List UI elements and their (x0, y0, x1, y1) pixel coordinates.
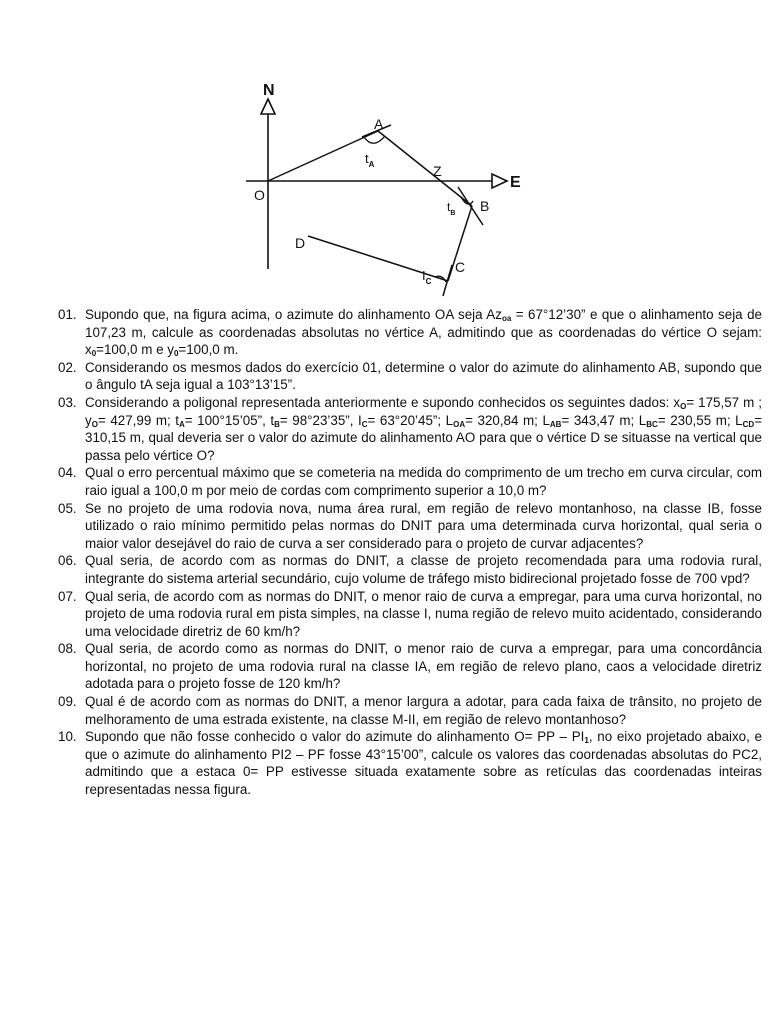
alignment-oa (268, 131, 378, 181)
question-text: Qual é de acordo com as normas do DNIT, a menor largura a adotar, para cada faixa de trânsito, no projeto de melhoramento de uma estrada existente, na classe M-II, em região de relevo montanhoso? (85, 694, 762, 727)
question-04 (58, 464, 762, 499)
question-text: Supondo que, na figura acima, o azimute do alinhamento OA seja $Az_{oa}$ = 67°12’30” e que o alinhamento seja de 107,23 m, calcule as coordenadas absolutas no vértice A, admitindo que as coordenadas do vértice O sejam: $x_0=100,0$ m e $y_0=100,0$ m. (85, 307, 762, 359)
question-07 (58, 588, 762, 641)
question-09 (58, 693, 762, 728)
question-number: 01. (58, 307, 77, 322)
angle-label-tb: $t_B$ (447, 200, 456, 217)
question-number: 04. (58, 465, 77, 481)
question-05 (58, 500, 762, 553)
north-arrow-icon (261, 99, 275, 114)
angle-arc-a (364, 136, 385, 143)
alignment-ab (378, 131, 472, 206)
question-text: Qual o erro percentual máximo que se cometeria na medida do comprimento de um trecho em curva circular, com raio igual a 100,0 m por meio de cordas com comprimento superior a 10,0 m? (85, 465, 762, 498)
question-number: 02. (58, 359, 77, 375)
question-text: Considerando os mesmos dados do exercício 01, determine o valor do azimute do alinhamento AB, supondo que o ângulo tA seja igual a 103°13’15”. (85, 359, 762, 393)
question-number: 07. (58, 588, 77, 604)
question-number: 09. (58, 694, 77, 710)
vertex-label-o: O (254, 187, 265, 203)
question-text: Considerando a poligonal representada anteriormente e supondo conhecidos os seguintes dados: $x_O= 175,57$ m ; $y_O= 427,99$ m; $t_A=$ 100°15’05”, $t_B=$ 98°23’35”, $I_C=$ 63°20’45”; $L_{OA}= 320,84$ m; $L_{AB}= 343,47$ m; $L_{BC}= 230,55$ m; $L_{CD}= 310,15$ m, qual deveria ser o valor do azimute do alinhamento AO para que o vértice D se situasse na vertical que passa pelo vértice O? (85, 394, 763, 463)
question-number: 08. (58, 641, 77, 657)
question-02 (58, 359, 762, 394)
east-label: E (510, 174, 521, 191)
question-text: Qual seria, de acordo com as normas do DNIT, a classe de projeto recomendada para uma rodovia rural, integrante do sistema arterial secundário, cujo volume de tráfego misto bidirecional projetado fosse de 700 vpd? (85, 553, 762, 586)
north-label: N (263, 82, 275, 99)
question-number: 05. (58, 500, 77, 516)
question-10 (58, 728, 762, 798)
question-number: 03. (58, 394, 77, 410)
question-06 (58, 552, 762, 587)
east-arrow-icon (492, 174, 507, 188)
question-text: Se no projeto de uma rodovia nova, numa área rural, em região de relevo montanhoso, na classe IB, fosse utilizado o raio mínimo permitido pelas normas do DNIT para uma determinada curva horizontal, qual seria o maior valor desejável do raio de curva a ser considerado para o projeto de curvar adjacentes? (85, 500, 762, 551)
vertex-label-c: C (455, 259, 466, 275)
question-03 (58, 394, 762, 464)
alignment-cd (308, 236, 448, 281)
question-list (58, 306, 762, 799)
question-text: Qual seria, de acordo como as normas do DNIT, o menor raio de curva a empregar, para uma concordância horizontal, no projeto de uma rodovia rural na classe IA, em região de relevo plano, caos a velocidade diretriz adotada para o projeto fosse de 120 km/h? (85, 641, 762, 692)
question-number: 06. (58, 553, 77, 569)
vertex-label-d: D (295, 235, 306, 251)
angle-label-ic: $I_C$ (422, 268, 432, 286)
vertex-label-z: Z (433, 163, 442, 179)
vertex-label-a: A (374, 116, 384, 132)
question-text: Supondo que não fosse conhecido o valor do azimute do alinhamento O= PP – $PI_1$, no eixo projetado abaixo, e que o azimute do alinhamento PI2 – PF fosse 43°15’00”, calcule os valores das coordenadas absolutas do PC2, admitindo que a estaca 0= PP estivesse situada exatamente sobre as retículas das coordenadas inteiras representadas nessa figura. (85, 729, 763, 798)
question-08 (58, 640, 762, 693)
question-01 (58, 306, 762, 359)
vertex-label-b: B (480, 198, 490, 214)
question-text: Qual seria, de acordo com as normas do DNIT, o menor raio de curva a empregar, para uma curva horizontal, no projeto de uma rodovia rural em pista simples, na classe I, numa região de relevo muito acidentado, considerando uma velocidade diretriz de 60 km/h? (85, 588, 762, 639)
polygonal-figure (240, 76, 540, 300)
angle-label-ta: $t_A$ (365, 151, 375, 169)
question-number: 10. (58, 729, 77, 745)
